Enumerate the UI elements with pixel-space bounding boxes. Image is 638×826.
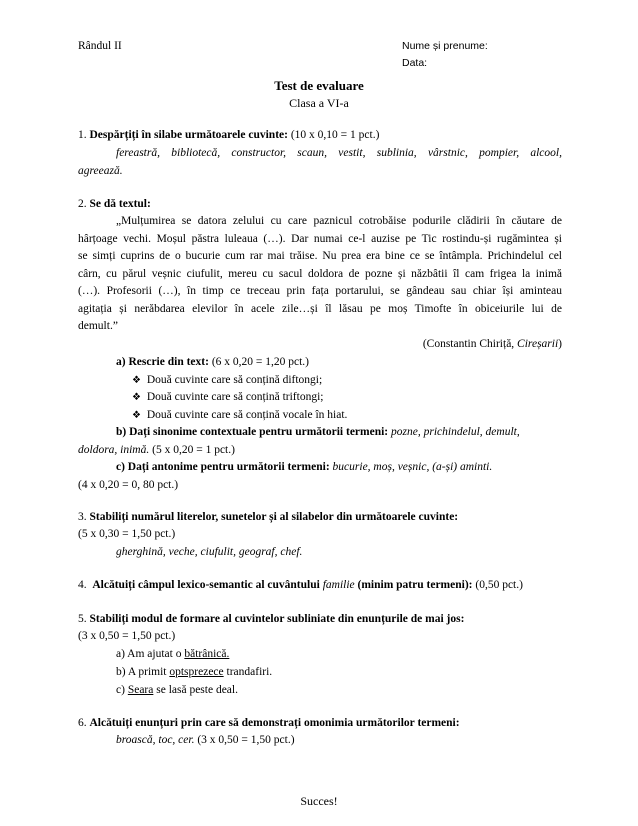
page-subtitle: Clasa a VI-a [289, 96, 349, 110]
q4-word: familie [322, 579, 355, 591]
q1-heading [78, 127, 578, 144]
footer-message: Succes! [300, 794, 338, 808]
q4-label: Alcătuiți câmpul lexico-semantic al cuvântului [92, 579, 320, 591]
q5b-text: b) A primit [116, 666, 167, 678]
q5-heading [78, 611, 464, 628]
q2b-score: (5 x 0,20 = 1 pct.) [152, 444, 235, 456]
q2-source [423, 336, 562, 353]
q2b-label: b) Dați sinonime contextuale pentru următorii termeni: [116, 426, 389, 438]
q3-words: gherghină, veche, ciufulit, geograf, chef. [116, 546, 303, 558]
q2-heading [78, 196, 151, 213]
q5-item-b [116, 664, 272, 681]
q5a-underlined-word: bătrânică. [184, 648, 230, 660]
q2b-terms: pozne, prichindelul, demult, [391, 426, 520, 438]
q2a-item [132, 407, 347, 424]
q2-text-line: hârțoage vechi. Moșul păstra luleaua (…). Dar numai ce-l auzise pe Tic rostindu-și rugămintea și [78, 233, 562, 245]
q5b-underlined-word: optsprezece [169, 666, 224, 678]
q4-score: (0,50 pct.) [475, 579, 523, 591]
q1-words-line2: agreează. [78, 165, 123, 177]
q1-number: 1. [78, 129, 87, 141]
q2c-score: (4 x 0,20 = 0, 80 pct.) [78, 479, 179, 491]
q2-text-line: (…). Profesorii (…), în timp ce treceau prin fața portarului, se gândeau sau chiar își aminteau [78, 285, 562, 297]
q2c-label: c) Dați antonime pentru următorii termeni: [116, 461, 330, 473]
q6-score: (3 x 0,50 = 1,50 pct.) [197, 734, 295, 746]
header-row-label: Rândul II [78, 40, 122, 52]
q1-label: Despărțiți în silabe următoarele cuvinte: [89, 129, 288, 141]
q2a-score: (6 x 0,20 = 1,20 pct.) [211, 356, 310, 368]
page-title: Test de evaluare [274, 78, 364, 93]
q6-label: Alcătuiți enunțuri prin care să demonstrați omonimia următorilor termeni: [89, 717, 460, 729]
q4-label2: (minim patru termeni): [357, 579, 473, 591]
header-name-field: Nume și prenume: [402, 40, 488, 52]
q2-text-line: „Mulțumirea se datora zelului cu care paznicul cotrobăise podurile clădirii în căutare de [116, 215, 562, 227]
q2-text-line: agitația și nerăbdarea elevilor în acele zile…și îl lăsau pe moș Timofte în obiceiurile lui de [78, 303, 562, 315]
q5c-text: c) [116, 684, 125, 696]
q2-source-title: Cireșarii [517, 338, 559, 350]
q5-item-c [116, 682, 238, 699]
q2a-item-text: Două cuvinte care să conțină triftongi; [146, 391, 324, 403]
header-date-field: Data: [402, 57, 428, 69]
q5-score: (3 x 0,50 = 1,50 pct.) [78, 630, 176, 642]
q2a-item [132, 372, 322, 389]
q2a-heading [116, 354, 309, 371]
q6-number: 6. [78, 717, 87, 729]
q2c-terms: bucurie, moș, veșnic, (a-și) aminti. [332, 461, 493, 473]
q2-label: Se dă textul: [89, 198, 151, 210]
q2b-terms-cont: doldora, inimă. [78, 444, 150, 456]
q2-source-close: ) [558, 338, 562, 350]
q2-text-line: se simți cuprins de o bucurie cum rar mai trăise. Nu prea era bine ce se întâmpla. Prichindelul cel [78, 250, 562, 262]
q2b-continuation [78, 442, 235, 459]
q2a-item-text: Două cuvinte care să conțină vocale în hiat. [146, 409, 348, 421]
q1-words-line1: fereastră, bibliotecă, constructor, scaun, vestit, sublinia, vârstnic, pompier, alcool, [116, 147, 562, 159]
q2-source-author: (Constantin Chiriță, [422, 338, 515, 350]
q2c-heading [116, 459, 492, 476]
q2-number: 2. [78, 198, 87, 210]
q5-number: 5. [78, 613, 87, 625]
q6-line [116, 732, 295, 749]
diamond-bullet-icon: ❖ [132, 375, 141, 386]
q5c-text-end: se lasă peste deal. [156, 684, 238, 696]
q3-number: 3. [78, 511, 87, 523]
q4-number: 4. [78, 579, 87, 591]
q5c-underlined-word: Seara [127, 684, 154, 696]
q2b-heading [116, 424, 562, 441]
q2-text-line: cârn, cu părul veșnic ciufulit, mereu cu sacul doldora de pozne și năzbâtii îl cam frigea la inimă [78, 268, 562, 280]
q2a-label: a) Rescrie din text: [116, 356, 209, 368]
q4-heading [78, 577, 523, 594]
q3-heading [78, 509, 458, 526]
q3-label: Stabiliți numărul literelor, sunetelor și al silabelor din următoarele cuvinte: [89, 511, 459, 523]
q6-words: broască, toc, cer. [116, 734, 195, 746]
q2a-item-text: Două cuvinte care să conțină diftongi; [146, 374, 323, 386]
q2-text-line: demult.” [78, 320, 118, 332]
q2a-item [132, 389, 323, 406]
q6-heading [78, 715, 460, 732]
q1-score: (10 x 0,10 = 1 pct.) [290, 129, 380, 141]
q3-score: (5 x 0,30 = 1,50 pct.) [78, 528, 176, 540]
q5b-text-end: trandafiri. [226, 666, 273, 678]
q5a-text: a) Am ajutat o [116, 648, 182, 660]
diamond-bullet-icon: ❖ [132, 410, 141, 421]
q5-item-a [116, 646, 229, 663]
q5-label: Stabiliți modul de formare al cuvintelor subliniate din enunțurile de mai jos: [89, 613, 465, 625]
diamond-bullet-icon: ❖ [132, 392, 141, 403]
